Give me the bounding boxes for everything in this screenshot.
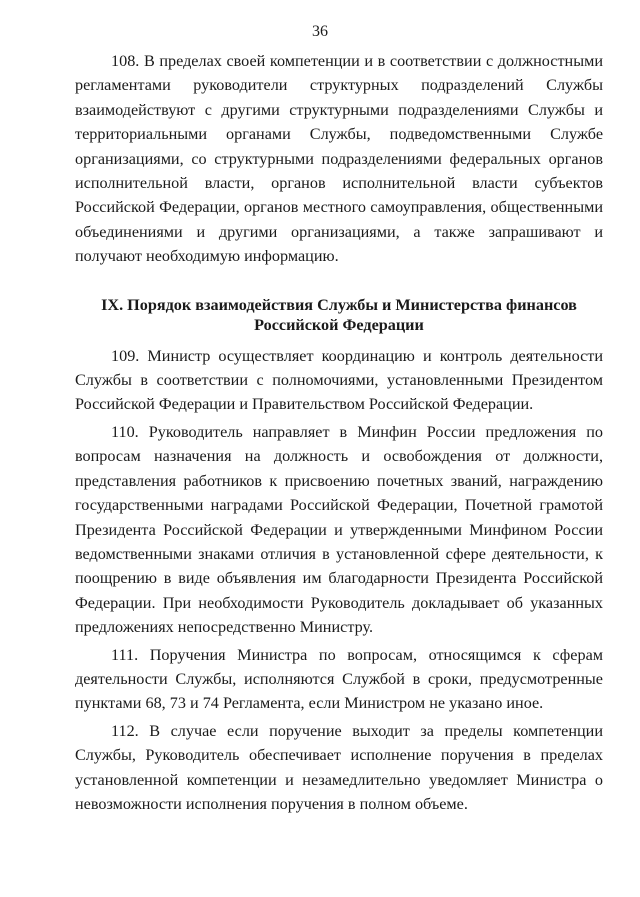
page-number: 36 — [312, 23, 328, 40]
section-heading — [75, 295, 603, 335]
paragraph-111: 111. Поручения Министра по вопросам, относящимся к сферам деятельности Службы, исполняются Службой в сроки, предусмотренные пунктами 68, 73 и 74 Регламента, если Министром не указано иное. — [75, 645, 603, 713]
paragraph-112: 112. В случае если поручение выходит за пределы компетенции Службы, Руководитель обеспечивает исполнение поручения в пределах установленной компетенции и незамедлительно уведомляет Министра о невозможности исполнения поручения в полном объеме. — [75, 721, 603, 813]
paragraph-109: 109. Министр осуществляет координацию и контроль деятельности Службы в соответствии с полномочиями, установленными Президентом Российской Федерации и Правительством Российской Федерации. — [75, 346, 603, 414]
document-body — [75, 49, 603, 816]
section-heading-line-1: IX. Порядок взаимодействия Службы и Министерства финансов — [101, 295, 577, 314]
section-heading-line-2: Российской Федерации — [254, 315, 424, 334]
paragraph-108: 108. В пределах своей компетенции и в соответствии с должностными регламентами руководители структурных подразделений Службы взаимодействуют с другими структурными подразделениями Службы и территориальными органами Службы, подведомственными Службе организациями, со структурными подразделениями федеральных органов исполнительной власти, органов исполнительной власти субъектов Российской Федерации, органов местного самоуправления, общественными объединениями и другими организациями, а также запрашивают и получают необходимую информацию. — [75, 52, 603, 266]
paragraph-110: 110. Руководитель направляет в Минфин России предложения по вопросам назначения на должность и освобождения от должности, представления работников к присвоению почетных званий, награждению государственными наградами Российской Федерации, Почетной грамотой Президента Российской Федерации и утвержденными Минфином России ведомственными знаками отличия в установленной сфере деятельности, к поощрению в виде объявления им благодарности Президента Российской Федерации. При необходимости Руководитель докладывает об указанных предложениях непосредственно Министру. — [75, 422, 603, 637]
